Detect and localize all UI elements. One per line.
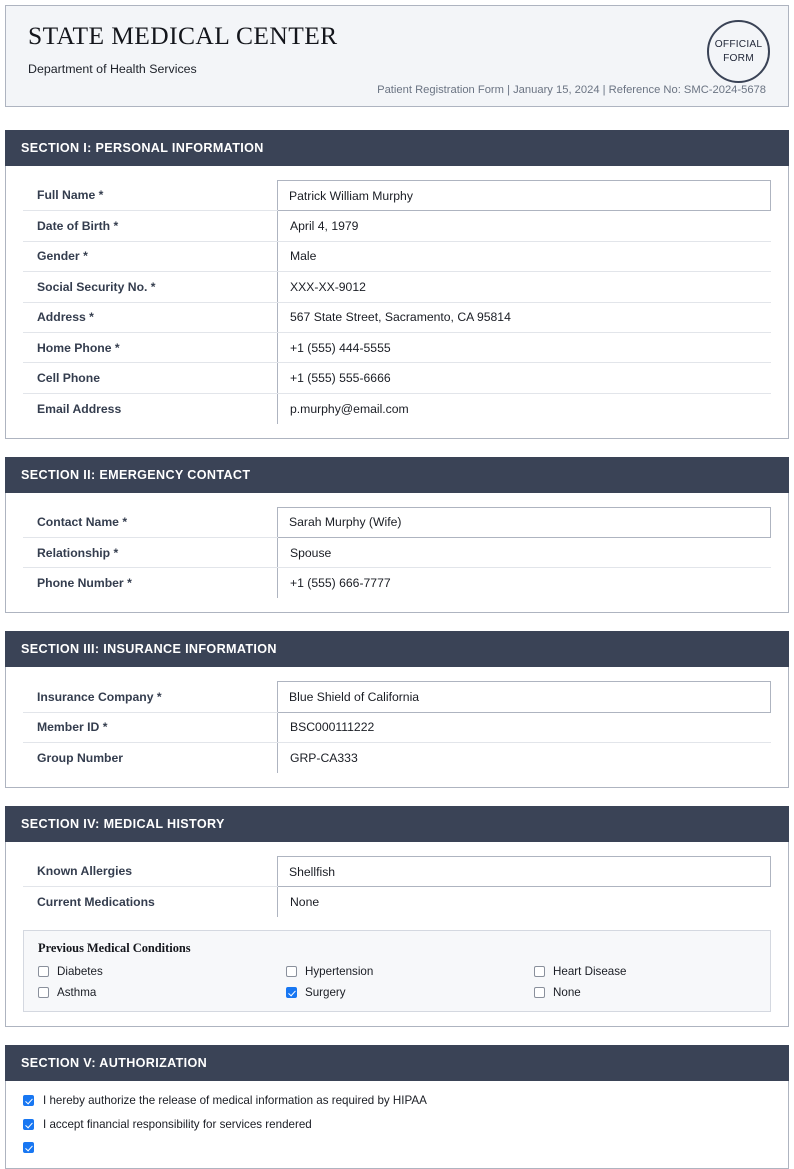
required-asterisk: * (156, 689, 162, 704)
field-row (23, 272, 771, 302)
field-label: Full Name * (23, 181, 278, 211)
field-value[interactable]: Shellfish (278, 856, 771, 886)
field-label: Insurance Company * (23, 682, 278, 712)
checkbox-label: I hereby authorize the release of medical information as required by HIPAA (43, 1094, 427, 1108)
checkbox-label: Hypertension (305, 965, 374, 979)
personal-fields-table (23, 180, 771, 424)
required-asterisk: * (113, 219, 119, 234)
field-row (23, 241, 771, 271)
field-row (23, 507, 771, 537)
field-row (23, 363, 771, 393)
field-label: Known Allergies (23, 856, 278, 886)
form-meta-line: Patient Registration Form | January 15, 2024 | Reference No: SMC-2024-5678 (377, 84, 766, 96)
checkbox-checked-icon[interactable] (23, 1095, 34, 1106)
field-label: Group Number (37, 751, 123, 766)
field-row (23, 538, 771, 568)
field-value[interactable]: April 4, 1979 (278, 211, 771, 241)
section-body-emergency (5, 493, 789, 614)
medical-fields-body (23, 856, 771, 917)
spacer (0, 439, 794, 457)
checkbox-unchecked-icon[interactable] (286, 966, 297, 977)
field-label: Social Security No. * (23, 272, 278, 302)
field-value[interactable]: +1 (555) 444-5555 (278, 332, 771, 362)
condition-checkbox-item[interactable] (38, 965, 286, 978)
section-body-authorization (5, 1081, 789, 1169)
section-header-insurance: SECTION III: INSURANCE INFORMATION (5, 631, 789, 667)
checkbox-checked-icon[interactable] (23, 1119, 34, 1130)
field-value[interactable]: Male (278, 241, 771, 271)
field-row (23, 181, 771, 211)
authorization-checkbox-item[interactable] (23, 1094, 771, 1107)
checkbox-unchecked-icon[interactable] (534, 987, 545, 998)
stamp-line-2: FORM (723, 52, 754, 64)
field-value[interactable]: None (278, 887, 771, 917)
organization-name: STATE MEDICAL CENTER (28, 21, 338, 50)
field-value[interactable]: Blue Shield of California (278, 682, 771, 712)
section-emergency-contact (5, 457, 789, 614)
field-value[interactable]: Spouse (278, 538, 771, 568)
previous-conditions-box (23, 930, 771, 1012)
official-form-stamp-icon (707, 20, 770, 83)
field-row (23, 211, 771, 241)
required-asterisk: * (89, 310, 94, 325)
insurance-fields-body (23, 682, 771, 773)
condition-checkbox-item[interactable] (286, 986, 534, 999)
section-authorization (5, 1045, 789, 1169)
field-label: Address * (23, 302, 278, 332)
field-value[interactable]: BSC000111222 (278, 712, 771, 742)
condition-checkbox-item[interactable] (534, 965, 756, 978)
field-label: Home Phone * (23, 332, 278, 362)
stamp-line-1: OFFICIAL (714, 39, 763, 51)
field-label: Date of Birth * (23, 211, 278, 241)
field-value[interactable]: +1 (555) 555-6666 (278, 363, 771, 393)
insurance-fields-table (23, 681, 771, 773)
checkbox-unchecked-icon[interactable] (534, 966, 545, 977)
section-body-personal (5, 166, 789, 439)
field-value[interactable]: +1 (555) 666-7777 (278, 568, 771, 598)
field-label: Contact Name * (23, 507, 278, 537)
field-label: Cell Phone (23, 363, 278, 393)
emergency-fields-table (23, 507, 771, 599)
checkbox-unchecked-icon[interactable] (38, 987, 49, 998)
field-label: Phone Number * (37, 576, 132, 591)
section-medical-history (5, 806, 789, 1027)
field-label: Gender * (23, 241, 278, 271)
medical-fields-table (23, 856, 771, 917)
section-header-medical: SECTION IV: MEDICAL HISTORY (5, 806, 789, 842)
spacer (0, 788, 794, 806)
emergency-fields-body (23, 507, 771, 598)
checkbox-label: I accept financial responsibility for services rendered (43, 1118, 312, 1132)
section-body-medical (5, 842, 789, 1027)
checkbox-label: None (553, 986, 581, 1000)
field-value[interactable]: XXX-XX-9012 (278, 272, 771, 302)
section-personal-information (5, 130, 789, 439)
section-body-insurance (5, 667, 789, 788)
authorization-checkbox-item[interactable] (23, 1118, 771, 1131)
section-header-authorization: SECTION V: AUTHORIZATION (5, 1045, 789, 1081)
field-label: Email Address (37, 401, 122, 416)
spacer (0, 1027, 794, 1045)
field-row (23, 568, 771, 598)
condition-checkbox-item[interactable] (38, 986, 286, 999)
authorization-checkbox-item[interactable] (23, 1142, 771, 1153)
previous-conditions-title: Previous Medical Conditions (38, 941, 191, 956)
field-value[interactable]: p.murphy@email.com (278, 393, 771, 423)
checkbox-unchecked-icon[interactable] (38, 966, 49, 977)
field-row (23, 712, 771, 742)
field-value[interactable]: Patrick William Murphy (278, 181, 771, 211)
field-row (23, 856, 771, 886)
checkbox-label: Heart Disease (553, 965, 627, 979)
required-asterisk: * (122, 515, 128, 530)
field-value[interactable]: 567 State Street, Sacramento, CA 95814 (278, 302, 771, 332)
checkbox-label: Surgery (305, 986, 346, 1000)
department-name: Department of Health Services (28, 61, 197, 76)
field-label: Current Medications (37, 895, 155, 910)
required-asterisk: * (127, 576, 132, 591)
section-header-emergency: SECTION II: EMERGENCY CONTACT (5, 457, 789, 493)
required-asterisk: * (98, 188, 104, 203)
required-asterisk: * (114, 340, 120, 355)
letterhead (5, 5, 789, 107)
field-label: Member ID * (23, 712, 278, 742)
spacer (0, 107, 794, 130)
field-label: Relationship * (23, 538, 278, 568)
section-header-personal: SECTION I: PERSONAL INFORMATION (5, 130, 789, 166)
checkbox-label: Diabetes (57, 965, 103, 979)
required-asterisk: * (150, 279, 156, 294)
required-asterisk: * (83, 249, 88, 264)
checkbox-checked-icon[interactable] (286, 987, 297, 998)
field-value[interactable]: Sarah Murphy (Wife) (278, 507, 771, 537)
field-row (23, 302, 771, 332)
required-asterisk: * (102, 720, 108, 735)
field-value[interactable]: GRP-CA333 (278, 743, 771, 773)
previous-conditions-grid (38, 965, 756, 999)
field-row (23, 682, 771, 712)
field-row (23, 743, 771, 773)
patient-registration-form-page (0, 5, 794, 1132)
section-insurance-information (5, 631, 789, 788)
condition-checkbox-item[interactable] (286, 965, 534, 978)
field-row (23, 393, 771, 423)
condition-checkbox-item[interactable] (534, 986, 756, 999)
checkbox-label: Asthma (57, 986, 97, 1000)
personal-fields-body (23, 181, 771, 424)
field-row (23, 332, 771, 362)
spacer (0, 613, 794, 631)
checkbox-checked-icon[interactable] (23, 1142, 34, 1153)
required-asterisk: * (113, 545, 119, 560)
field-row (23, 887, 771, 917)
